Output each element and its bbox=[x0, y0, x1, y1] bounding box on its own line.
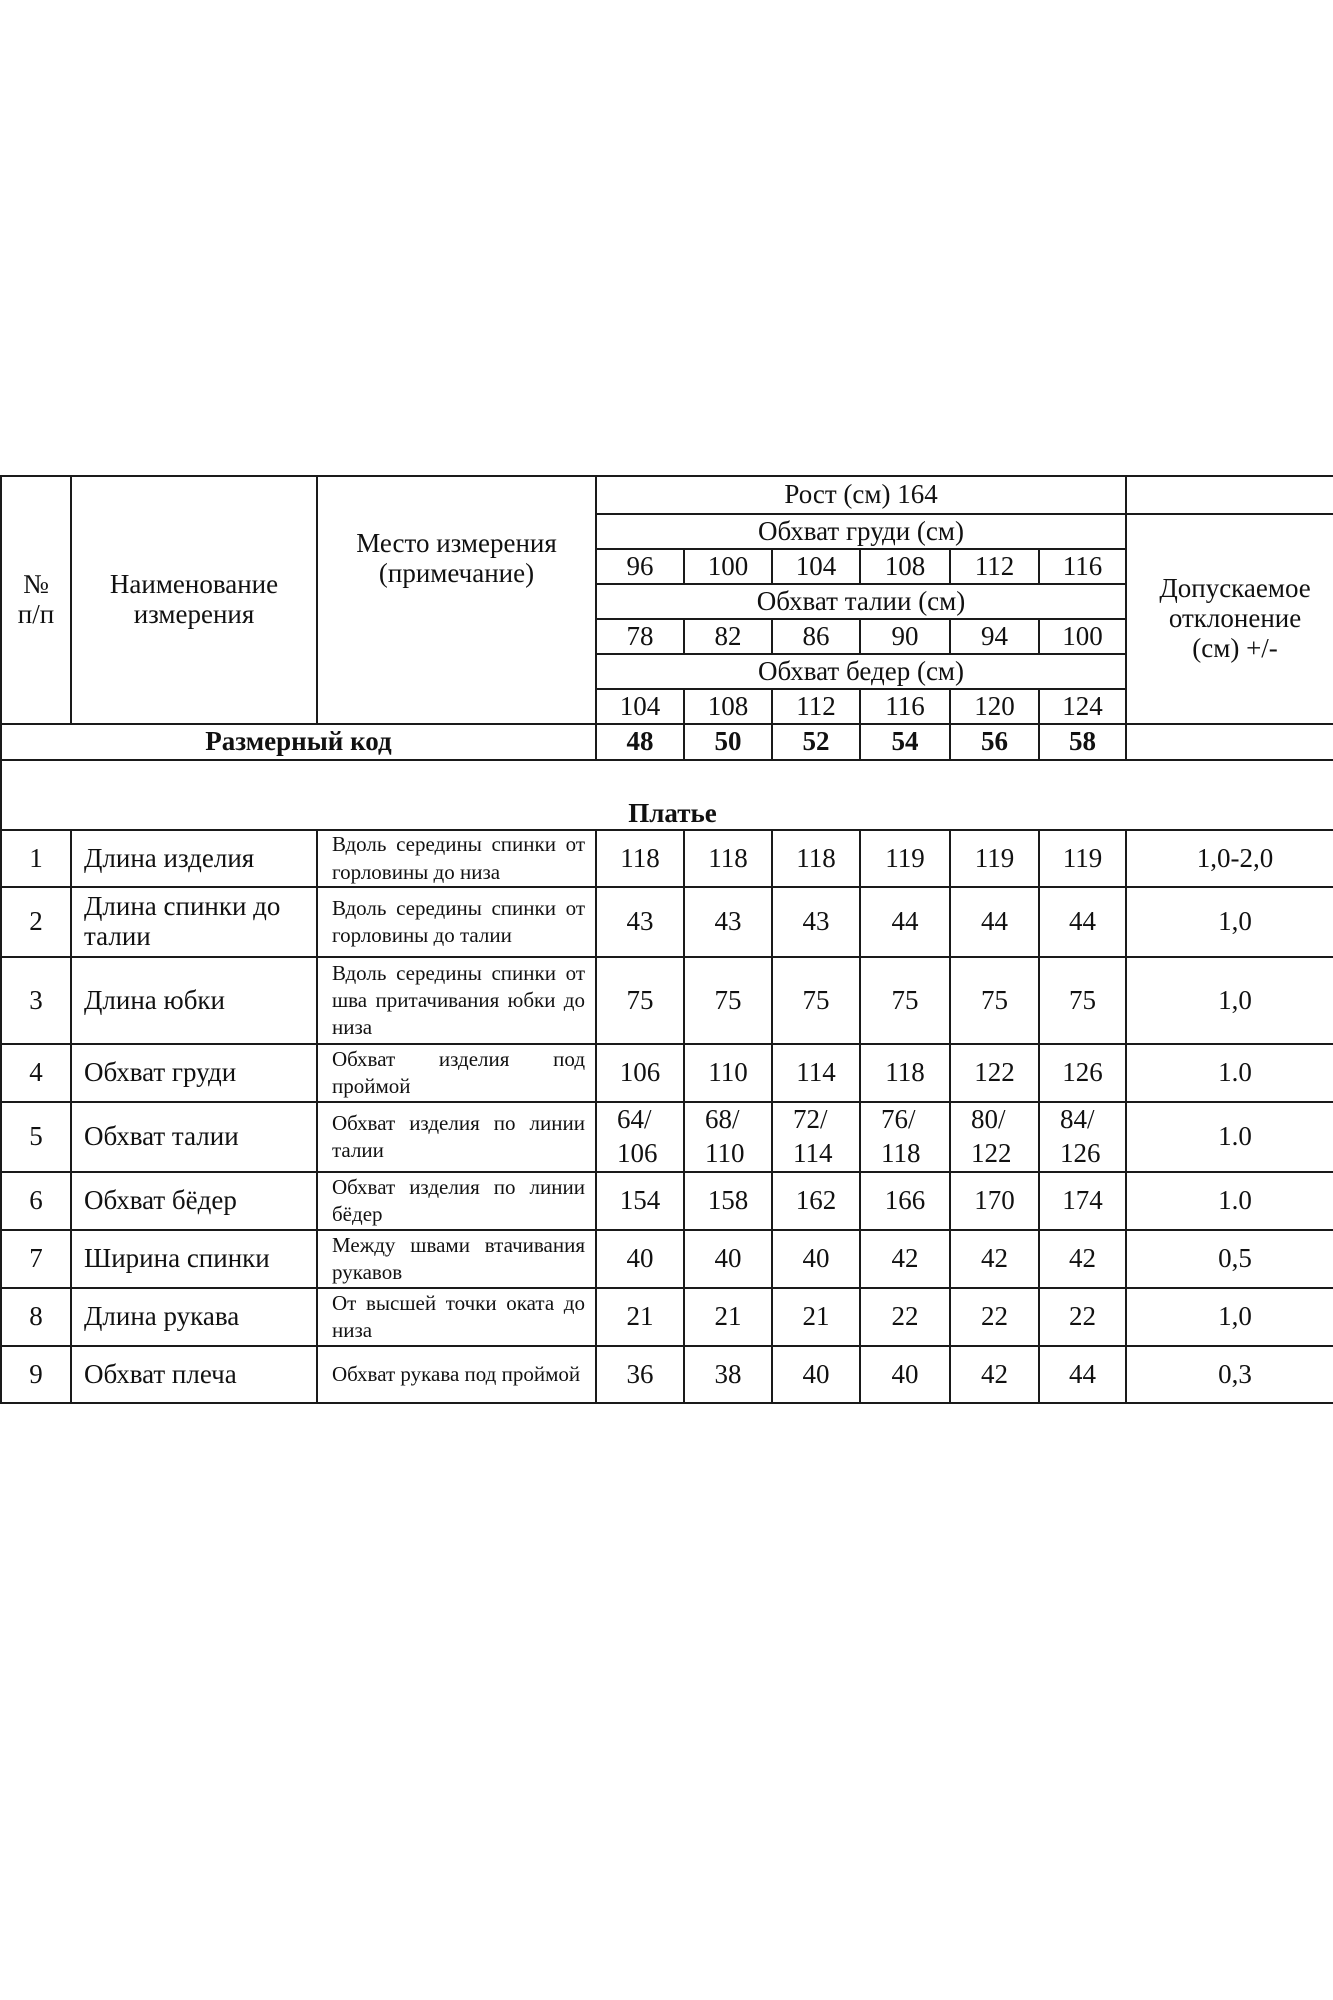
tolerance-header-cell bbox=[1126, 514, 1333, 724]
row-place: Между швами втачивания рукавов bbox=[317, 1230, 596, 1288]
row-value bbox=[1039, 1102, 1126, 1172]
size-code-label: Размерный код bbox=[1, 724, 596, 760]
row-value: 44 bbox=[950, 887, 1039, 957]
row-num: 9 bbox=[1, 1346, 71, 1403]
size-chart-table bbox=[0, 475, 1333, 1404]
row-value-top: 80/ bbox=[971, 1104, 1006, 1135]
row-num: 8 bbox=[1, 1288, 71, 1346]
row-value: 44 bbox=[1039, 887, 1126, 957]
row-place: Обхват изделия по линии талии bbox=[317, 1102, 596, 1172]
row-value-bottom: 126 bbox=[1060, 1138, 1101, 1168]
row-num: 2 bbox=[1, 887, 71, 957]
chest-label: Обхват груди (см) bbox=[596, 514, 1126, 549]
row-value-bottom: 110 bbox=[705, 1138, 745, 1168]
row-value: 106 bbox=[596, 1044, 684, 1102]
row-value: 21 bbox=[772, 1288, 860, 1346]
row-value: 43 bbox=[596, 887, 684, 957]
row-num: 4 bbox=[1, 1044, 71, 1102]
row-value-bottom: 118 bbox=[881, 1138, 921, 1168]
tolerance-line1: Допускаемое bbox=[1159, 573, 1311, 604]
row-num: 6 bbox=[1, 1172, 71, 1230]
row-num: 1 bbox=[1, 830, 71, 887]
row-value-top: 84/ bbox=[1060, 1104, 1095, 1135]
row-place: Вдоль середины спинки от горловины до низа bbox=[317, 830, 596, 887]
row-place: Вдоль середины спинки от горловины до талии bbox=[317, 887, 596, 957]
row-tolerance: 0,5 bbox=[1126, 1230, 1333, 1288]
row-name: Длина спинки до талии bbox=[71, 887, 317, 957]
chest-value: 112 bbox=[950, 549, 1039, 584]
row-value: 22 bbox=[860, 1288, 950, 1346]
row-value bbox=[684, 1102, 772, 1172]
row-tolerance: 1,0 bbox=[1126, 887, 1333, 957]
row-tolerance: 1.0 bbox=[1126, 1172, 1333, 1230]
row-place: Обхват рукава под проймой bbox=[317, 1346, 596, 1403]
row-value: 122 bbox=[950, 1044, 1039, 1102]
row-value-top: 68/ bbox=[705, 1104, 740, 1135]
row-value bbox=[950, 1102, 1039, 1172]
row-name: Обхват бёдер bbox=[71, 1172, 317, 1230]
row-value-bottom: 114 bbox=[793, 1138, 833, 1168]
row-value-bottom: 106 bbox=[617, 1138, 658, 1168]
row-value: 114 bbox=[772, 1044, 860, 1102]
size-code-value: 58 bbox=[1039, 724, 1126, 760]
waist-label: Обхват талии (см) bbox=[596, 584, 1126, 619]
section-title: Платье bbox=[1, 760, 1333, 830]
row-place: Обхват изделия по линии бёдер bbox=[317, 1172, 596, 1230]
chest-value: 108 bbox=[860, 549, 950, 584]
row-value: 154 bbox=[596, 1172, 684, 1230]
table-row bbox=[1, 1288, 1333, 1346]
row-value: 119 bbox=[1039, 830, 1126, 887]
row-value: 75 bbox=[596, 957, 684, 1044]
row-value-top: 76/ bbox=[881, 1104, 916, 1135]
table-row bbox=[1, 1044, 1333, 1102]
row-value: 118 bbox=[860, 1044, 950, 1102]
table-row bbox=[1, 830, 1333, 887]
row-name: Обхват плеча bbox=[71, 1346, 317, 1403]
row-name: Обхват груди bbox=[71, 1044, 317, 1102]
row-value-bottom: 122 bbox=[971, 1138, 1012, 1168]
waist-value: 82 bbox=[684, 619, 772, 654]
height-label: Рост (см) 164 bbox=[596, 476, 1126, 514]
row-value: 126 bbox=[1039, 1044, 1126, 1102]
row-value-top: 64/ bbox=[617, 1104, 652, 1135]
row-value: 40 bbox=[772, 1346, 860, 1403]
row-value: 75 bbox=[772, 957, 860, 1044]
row-value bbox=[596, 1102, 684, 1172]
table-row bbox=[1, 957, 1333, 1044]
row-num: 3 bbox=[1, 957, 71, 1044]
row-value: 22 bbox=[1039, 1288, 1126, 1346]
row-value: 75 bbox=[684, 957, 772, 1044]
header-place-line1: Место измерения bbox=[356, 528, 557, 558]
row-value: 75 bbox=[1039, 957, 1126, 1044]
row-value: 36 bbox=[596, 1346, 684, 1403]
header-place-cell bbox=[317, 476, 596, 724]
row-num: 5 bbox=[1, 1102, 71, 1172]
header-name-line2: измерения bbox=[133, 599, 255, 629]
row-name: Длина изделия bbox=[71, 830, 317, 887]
size-chart-sheet bbox=[0, 475, 1333, 1404]
row-tolerance: 1,0-2,0 bbox=[1126, 830, 1333, 887]
table-row bbox=[1, 1172, 1333, 1230]
row-value: 42 bbox=[1039, 1230, 1126, 1288]
row-value: 118 bbox=[684, 830, 772, 887]
row-name: Длина юбки bbox=[71, 957, 317, 1044]
row-place: Вдоль середины спинки от шва притачивания юбки до низа bbox=[317, 957, 596, 1044]
row-name: Обхват талии bbox=[71, 1102, 317, 1172]
row-value: 162 bbox=[772, 1172, 860, 1230]
row-value: 158 bbox=[684, 1172, 772, 1230]
table-row bbox=[1, 887, 1333, 957]
row-value: 40 bbox=[772, 1230, 860, 1288]
chest-value: 100 bbox=[684, 549, 772, 584]
row-value: 40 bbox=[596, 1230, 684, 1288]
hips-value: 108 bbox=[684, 689, 772, 724]
row-value: 44 bbox=[1039, 1346, 1126, 1403]
header-place-line2: (примечание) bbox=[378, 557, 535, 588]
hips-value: 104 bbox=[596, 689, 684, 724]
tolerance-top-cell bbox=[1126, 476, 1333, 514]
row-value: 43 bbox=[772, 887, 860, 957]
header-num-line1: № bbox=[23, 569, 49, 600]
row-tolerance: 1,0 bbox=[1126, 1288, 1333, 1346]
row-tolerance: 1.0 bbox=[1126, 1044, 1333, 1102]
hips-value: 112 bbox=[772, 689, 860, 724]
row-value: 40 bbox=[684, 1230, 772, 1288]
row-value: 42 bbox=[860, 1230, 950, 1288]
size-code-value: 48 bbox=[596, 724, 684, 760]
row-value: 43 bbox=[684, 887, 772, 957]
row-value: 118 bbox=[772, 830, 860, 887]
row-tolerance: 1.0 bbox=[1126, 1102, 1333, 1172]
row-value: 75 bbox=[860, 957, 950, 1044]
row-place: От высшей точки оката до низа bbox=[317, 1288, 596, 1346]
row-value: 75 bbox=[950, 957, 1039, 1044]
row-value: 118 bbox=[596, 830, 684, 887]
table-row bbox=[1, 1102, 1333, 1172]
size-code-row bbox=[1, 724, 1333, 760]
size-code-value: 52 bbox=[772, 724, 860, 760]
size-code-value: 50 bbox=[684, 724, 772, 760]
waist-value: 78 bbox=[596, 619, 684, 654]
waist-value: 100 bbox=[1039, 619, 1126, 654]
tolerance-line2: отклонение bbox=[1168, 603, 1302, 634]
header-num-cell bbox=[1, 476, 71, 724]
waist-value: 90 bbox=[860, 619, 950, 654]
header-num-line2: п/п bbox=[17, 599, 55, 629]
row-value: 110 bbox=[684, 1044, 772, 1102]
row-value: 174 bbox=[1039, 1172, 1126, 1230]
row-value: 38 bbox=[684, 1346, 772, 1403]
chest-value: 116 bbox=[1039, 549, 1126, 584]
row-value: 21 bbox=[684, 1288, 772, 1346]
row-value: 44 bbox=[860, 887, 950, 957]
hips-value: 120 bbox=[950, 689, 1039, 724]
row-value: 22 bbox=[950, 1288, 1039, 1346]
hips-value: 116 bbox=[860, 689, 950, 724]
header-name-cell bbox=[71, 476, 317, 724]
row-value-top: 72/ bbox=[793, 1104, 828, 1135]
hips-value: 124 bbox=[1039, 689, 1126, 724]
row-tolerance: 1,0 bbox=[1126, 957, 1333, 1044]
size-code-empty bbox=[1126, 724, 1333, 760]
chest-value: 104 bbox=[772, 549, 860, 584]
row-value: 166 bbox=[860, 1172, 950, 1230]
row-value bbox=[772, 1102, 860, 1172]
row-value: 21 bbox=[596, 1288, 684, 1346]
section-title-row bbox=[1, 760, 1333, 830]
waist-value: 94 bbox=[950, 619, 1039, 654]
table-row bbox=[1, 1230, 1333, 1288]
header-name-line1: Наименование bbox=[109, 569, 279, 600]
row-value bbox=[860, 1102, 950, 1172]
row-value: 40 bbox=[860, 1346, 950, 1403]
row-value: 119 bbox=[950, 830, 1039, 887]
waist-value: 86 bbox=[772, 619, 860, 654]
row-tolerance: 0,3 bbox=[1126, 1346, 1333, 1403]
row-num: 7 bbox=[1, 1230, 71, 1288]
size-code-value: 56 bbox=[950, 724, 1039, 760]
row-value: 170 bbox=[950, 1172, 1039, 1230]
chest-value: 96 bbox=[596, 549, 684, 584]
size-code-value: 54 bbox=[860, 724, 950, 760]
row-name: Длина рукава bbox=[71, 1288, 317, 1346]
header-row-height bbox=[1, 476, 1333, 514]
tolerance-line3: (см) +/- bbox=[1192, 632, 1278, 663]
row-value: 119 bbox=[860, 830, 950, 887]
hips-label: Обхват бедер (см) bbox=[596, 654, 1126, 689]
row-value: 42 bbox=[950, 1346, 1039, 1403]
row-value: 42 bbox=[950, 1230, 1039, 1288]
row-name: Ширина спинки bbox=[71, 1230, 317, 1288]
row-place: Обхват изделия под проймой bbox=[317, 1044, 596, 1102]
table-row bbox=[1, 1346, 1333, 1403]
